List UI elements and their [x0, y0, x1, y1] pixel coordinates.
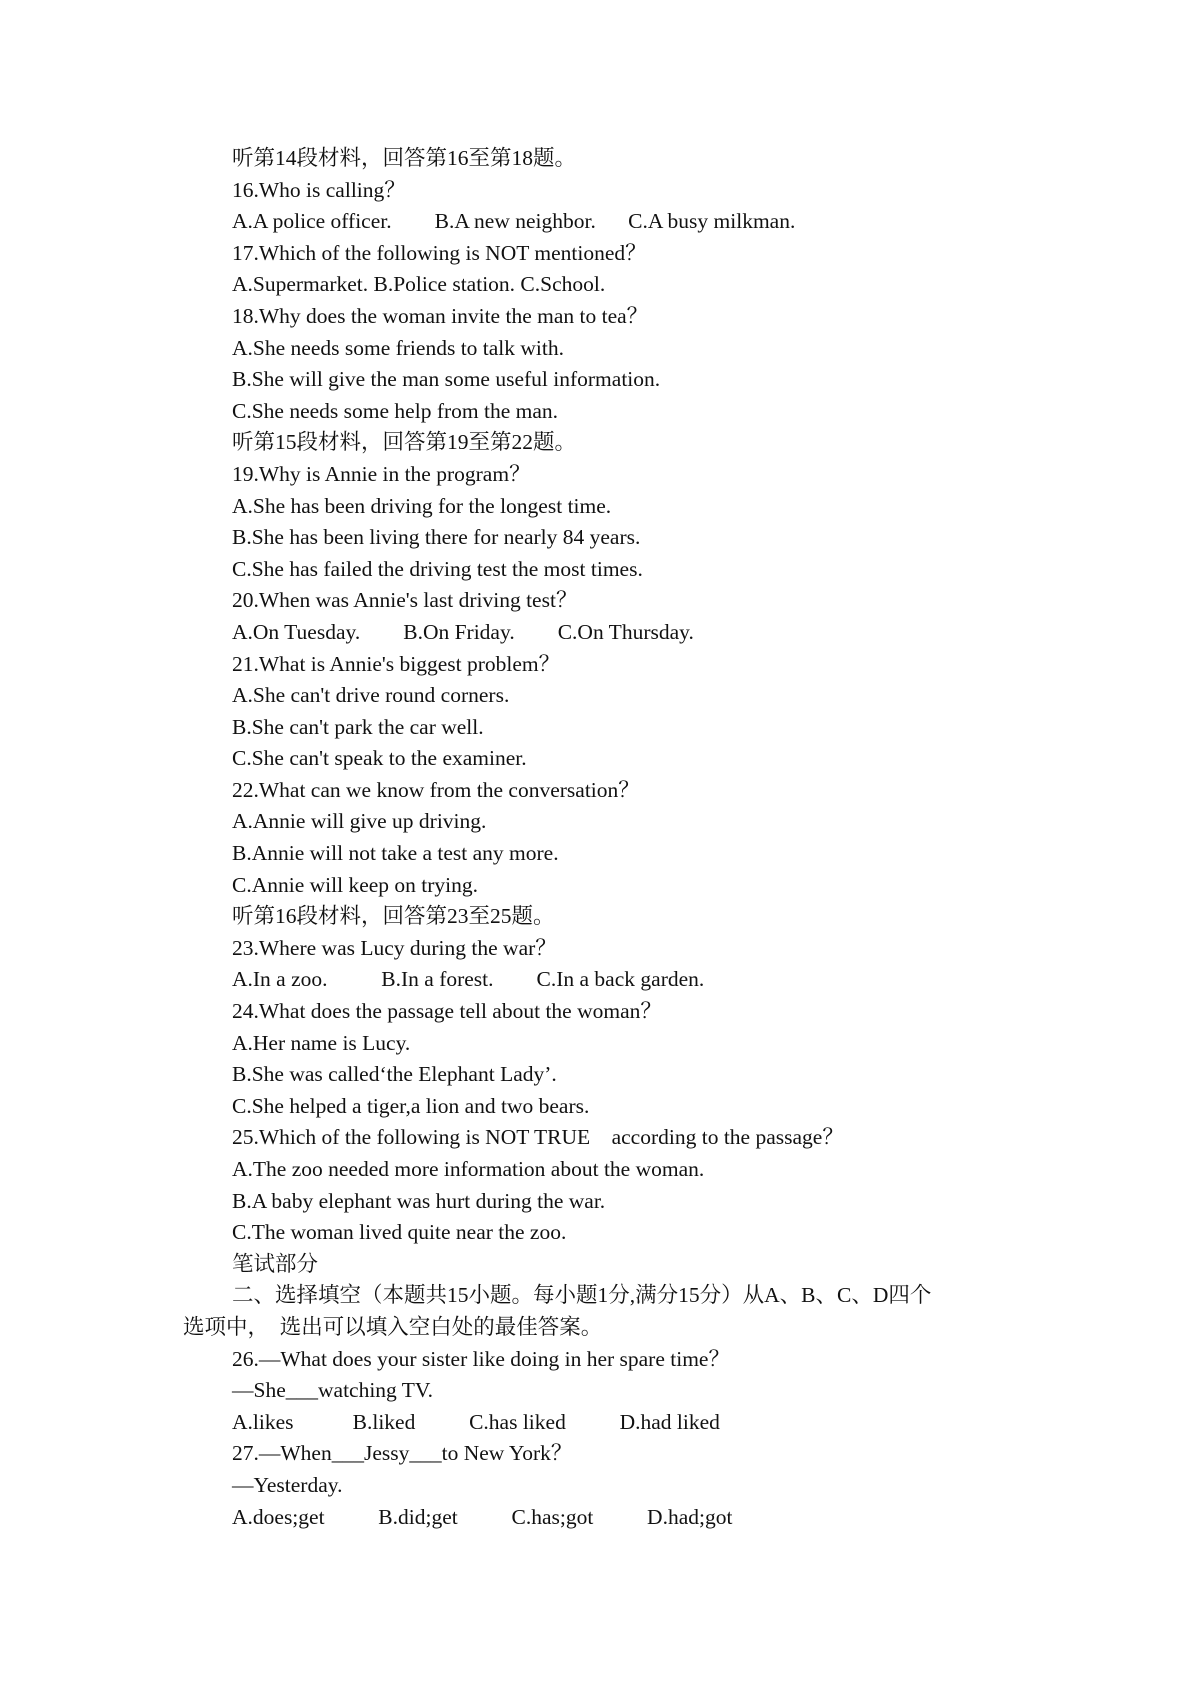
- option-21-a: A.She can't drive round corners.: [232, 683, 510, 708]
- question-20: 20.When was Annie's last driving test？: [232, 588, 578, 613]
- option-22-a: A.Annie will give up driving.: [232, 809, 487, 834]
- page-content: [183, 143, 1092, 1533]
- option-24-b: B.She was called‘the Elephant Lady’.: [232, 1062, 557, 1087]
- option-18-a: A.She needs some friends to talk with.: [232, 335, 565, 360]
- option-24-a: A.Her name is Lucy.: [232, 1030, 411, 1055]
- question-24: 24.What does the passage tell about the woman？: [232, 999, 662, 1024]
- section-two-instructions-cont: 选项中， 选出可以填入空白处的最佳答案。: [183, 1314, 603, 1339]
- option-24-c: C.She helped a tiger,a lion and two bears.: [232, 1093, 590, 1118]
- option-21-b: B.She can't park the car well.: [232, 714, 484, 739]
- option-25-b: B.A baby elephant was hurt during the war.: [232, 1188, 606, 1213]
- option-19-a: A.She has been driving for the longest time.: [232, 493, 612, 518]
- section-heading: 听第16段材料，回答第23至25题。: [232, 904, 555, 929]
- options-20: A.On Tuesday. B.On Friday. C.On Thursday.: [232, 619, 694, 644]
- options-16: A.A police officer. B.A new neighbor. C.A busy milkman.: [232, 209, 796, 234]
- question-25: 25.Which of the following is NOT TRUE according to the passage？: [232, 1125, 844, 1150]
- question-26: 26.—What does your sister like doing in her spare time？: [232, 1346, 730, 1371]
- option-22-c: C.Annie will keep on trying.: [232, 872, 479, 897]
- question-19: 19.Why is Annie in the program？: [232, 461, 531, 486]
- written-part-heading: 笔试部分: [232, 1251, 319, 1276]
- question-16: 16.Who is calling？: [232, 177, 406, 202]
- options-27: A.does;get B.did;get C.has;got D.had;got: [232, 1504, 733, 1529]
- section-heading: 听第15段材料，回答第19至第22题。: [232, 430, 577, 455]
- question-27: 27.—When___Jessy___to New York？: [232, 1441, 573, 1466]
- option-21-c: C.She can't speak to the examiner.: [232, 746, 527, 771]
- options-26: A.likes B.liked C.has liked D.had liked: [232, 1409, 720, 1434]
- section-heading: 听第14段材料，回答第16至第18题。: [232, 146, 577, 170]
- question-26-reply: —She___watching TV.: [232, 1378, 434, 1403]
- option-18-b: B.She will give the man some useful information.: [232, 367, 661, 392]
- options-23: A.In a zoo. B.In a forest. C.In a back garden.: [232, 967, 705, 992]
- options-17: A.Supermarket. B.Police station. C.School.: [232, 272, 606, 297]
- option-22-b: B.Annie will not take a test any more.: [232, 841, 559, 866]
- question-17: 17.Which of the following is NOT mentioned？: [232, 240, 647, 265]
- question-23: 23.Where was Lucy during the war？: [232, 935, 557, 960]
- question-18: 18.Why does the woman invite the man to tea？: [232, 303, 649, 328]
- option-25-a: A.The zoo needed more information about the woman.: [232, 1157, 705, 1181]
- question-27-reply: —Yesterday.: [232, 1472, 343, 1497]
- option-25-c: C.The woman lived quite near the zoo.: [232, 1220, 567, 1245]
- question-22: 22.What can we know from the conversation？: [232, 777, 640, 802]
- option-18-c: C.She needs some help from the man.: [232, 398, 559, 423]
- option-19-b: B.She has been living there for nearly 84 years.: [232, 525, 641, 550]
- question-21: 21.What is Annie's biggest problem？: [232, 651, 561, 676]
- option-19-c: C.She has failed the driving test the most times.: [232, 556, 643, 581]
- section-two-instructions: 二、选择填空（本题共15小题。每小题1分,满分15分）从A、B、C、D四个: [232, 1283, 932, 1308]
